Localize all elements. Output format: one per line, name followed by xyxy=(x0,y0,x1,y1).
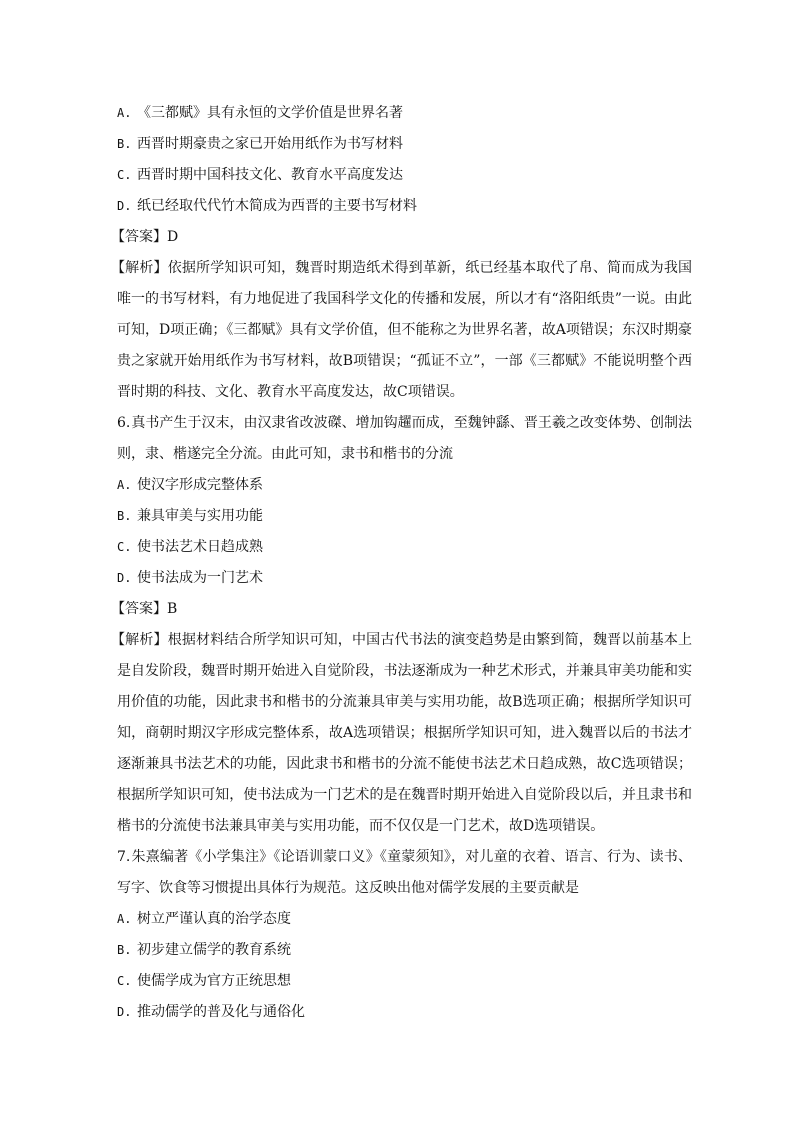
option-letter: B. xyxy=(117,137,132,151)
q7-stem xyxy=(117,842,692,904)
q7-option-a xyxy=(117,904,692,935)
option-letter: D. xyxy=(117,1005,132,1019)
option-letter: A. xyxy=(117,478,132,492)
q5-option-a xyxy=(117,98,692,129)
option-letter: C. xyxy=(117,974,132,988)
option-letter: B. xyxy=(117,943,132,957)
q6-stem xyxy=(117,408,692,470)
option-text: 推动儒学的普及化与通俗化 xyxy=(137,1004,305,1020)
option-letter: D. xyxy=(117,199,132,213)
option-text: 树立严谨认真的治学态度 xyxy=(137,911,291,927)
q6-option-c xyxy=(117,532,692,563)
answer-label: 【答案】 xyxy=(111,601,167,617)
q7-options xyxy=(117,904,692,1028)
q5-answer xyxy=(111,222,692,253)
q6-answer xyxy=(111,594,692,625)
option-text: 西晋时期豪贵之家已开始用纸作为书写材料 xyxy=(137,136,403,152)
q7-option-d xyxy=(117,997,692,1028)
question-number: 6. xyxy=(117,415,131,431)
analysis-label: 【解析】 xyxy=(111,632,168,648)
option-letter: D. xyxy=(117,571,132,585)
option-text: 西晋时期中国科技文化、教育水平高度发达 xyxy=(137,167,403,183)
q6-option-a xyxy=(117,470,692,501)
answer-value: D xyxy=(167,229,179,245)
answer-value: B xyxy=(167,601,178,617)
option-letter: C. xyxy=(117,168,132,182)
q7-option-b xyxy=(117,935,692,966)
option-text: 使书法成为一门艺术 xyxy=(137,570,263,586)
question-text: 真书产生于汉末，由汉隶省改波磔、增加钩趯而成，至魏钟繇、晋王羲之改变体势、创制法则，隶、楷遂完全分流。由此可知，隶书和楷书的分流 xyxy=(117,415,692,462)
option-text: 纸已经取代代竹木简成为西晋的主要书写材料 xyxy=(137,198,417,214)
q6-option-d xyxy=(117,563,692,594)
question-number: 7. xyxy=(117,849,131,865)
exam-page xyxy=(111,98,693,1028)
analysis-text: 依据所学知识可知，魏晋时期造纸术得到革新，纸已经基本取代了帛、简而成为我国唯一的书写材料，有力地促进了我国科学文化的传播和发展，所以才有“洛阳纸贵”一说。由此可知，D项正确；《三都赋》具有文学价值，但不能称之为世界名著，故A项错误；东汉时期豪贵之家就开始用纸作为书写材料，故B项错误；“孤证不立”，一部《三都赋》不能说明整个西晋时期的科技、文化、教育水平高度发达，故C项错误。 xyxy=(117,260,693,400)
option-text: 使儒学成为官方正统思想 xyxy=(137,973,291,989)
q6-options xyxy=(117,470,692,594)
q7-option-c xyxy=(117,966,692,997)
analysis-text: 根据材料结合所学知识可知，中国古代书法的演变趋势是由繁到简，魏晋以前基本上是自发阶段，魏晋时期开始进入自觉阶段，书法逐渐成为一种艺术形式，并兼具审美功能和实用价值的功能，因此隶书和楷书的分流兼具审美与实用功能，故B选项正确；根据所学知识可知，商朝时期汉字形成完整体系，故A选项错误；根据所学知识可知，进入魏晋以后的书法才逐渐兼具书法艺术的功能，因此隶书和楷书的分流不能使书法艺术日趋成熟，故C选项错误；根据所学知识可知，使书法成为一门艺术的是在魏晋时期开始进入自觉阶段以后，并且隶书和楷书的分流使书法兼具审美与实用功能，而不仅仅是一门艺术，故D选项错误。 xyxy=(117,632,693,834)
q6-option-b xyxy=(117,501,692,532)
q6-analysis xyxy=(111,625,693,842)
question-text: 朱熹编著《小学集注》《论语训蒙口义》《童蒙须知》，对儿童的衣着、语言、行为、读书、写字、饮食等习惯提出具体行为规范。这反映出他对儒学发展的主要贡献是 xyxy=(117,849,692,896)
option-letter: A. xyxy=(117,106,132,120)
option-text: 使书法艺术日趋成熟 xyxy=(137,539,263,555)
option-text: 兼具审美与实用功能 xyxy=(137,508,263,524)
q5-option-c xyxy=(117,160,692,191)
q5-option-d xyxy=(117,191,692,222)
q5-analysis xyxy=(111,253,693,408)
answer-label: 【答案】 xyxy=(111,229,167,245)
q5-option-b xyxy=(117,129,692,160)
option-letter: B. xyxy=(117,509,132,523)
option-letter: C. xyxy=(117,540,132,554)
option-text: 使汉字形成完整体系 xyxy=(137,477,263,493)
analysis-label: 【解析】 xyxy=(111,260,168,276)
option-letter: A. xyxy=(117,912,132,926)
option-text: 初步建立儒学的教育系统 xyxy=(137,942,291,958)
q5-options xyxy=(117,98,692,222)
option-text: 《三都赋》具有永恒的文学价值是世界名著 xyxy=(137,105,403,121)
